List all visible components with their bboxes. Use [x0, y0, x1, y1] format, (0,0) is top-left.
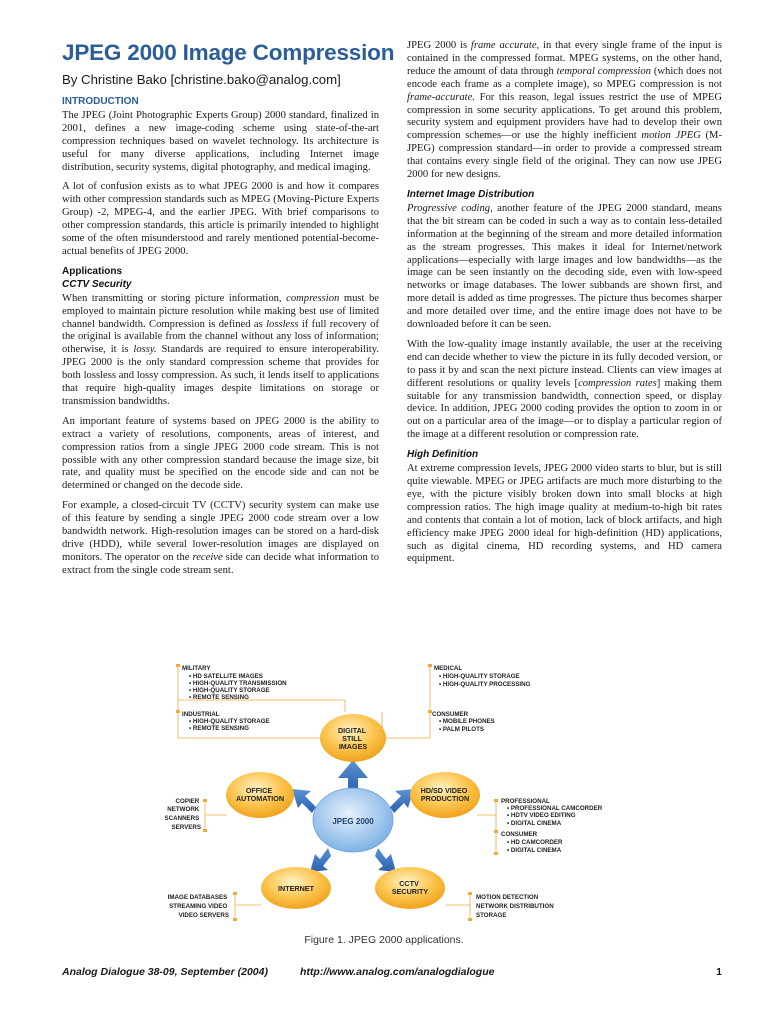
cctv-paragraph-2: An important feature of systems based on JPEG 2000 is the ability to extract a variety of resolutions, components, areas of interest, and compression ratios from a single JPEG 2000 code stream. This is not possible with any other compression standard because the image size, bit rate, and quality must be specified on the encode side and can not be determined or changed on the decode side.: [62, 415, 379, 492]
arrow-up: [338, 760, 368, 792]
text-span: , in that every single frame of the input is contained in the compressed format. MPEG systems, on the other hand, reduce the amount of data through: [407, 40, 722, 77]
label-line: IMAGES: [338, 742, 368, 751]
label-line: HD/SD VIDEO: [420, 786, 468, 795]
industrial-heading: INDUSTRIAL: [182, 711, 220, 718]
label-line: STILL: [342, 734, 362, 743]
term-receive: receive: [192, 551, 223, 563]
term-motion-jpeg: motion JPEG: [641, 130, 701, 142]
label-line: • PROFESSIONAL CAMCORDER: [507, 805, 603, 812]
text-span: For this reason, legal issues restrict the use of MPEG compression in some security applications. To get around this problem, security system and equipment providers have had to develop their own compression schemes—or use the highly inefficient: [407, 91, 722, 142]
consumer-hd-list: [507, 839, 564, 854]
label-line: SCANNERS: [164, 815, 200, 822]
term-compression: compression: [286, 292, 340, 304]
label-line: • HIGH-QUALITY PROCESSING: [439, 681, 531, 688]
hd-paragraph: At extreme compression levels, JPEG 2000 video starts to blur, but is still quite viewable. MPEG or JPEG artifacts are much more disturbing to the eye, with the picture visibly broken down into small blocks at high compression ratios. The high image quality at medium-to-high bit rates and contents that contain a lot of motion, lack of block artifacts, and high efficiency make JPEG 2000 ideal for high-definition (HD) applications, such as digital cinema, HD recording systems, and HD camera equipment.: [407, 463, 722, 565]
label-line: • HIGH-QUALITY TRANSMISSION: [189, 680, 287, 687]
military-heading: MILITARY: [182, 665, 211, 672]
arrow-down-left: [310, 848, 331, 872]
label-line: • HIGH-QUALITY STORAGE: [189, 687, 270, 694]
center-label: JPEG 2000: [332, 817, 374, 826]
arrow-left: [292, 789, 316, 813]
text-span: if full recovery of the original is available from the channel without any loss of information; otherwise, it is: [62, 318, 379, 356]
text-span: When transmitting or storing picture information,: [62, 292, 287, 304]
text-span: ] making them suitable for any transmission bandwidth, connection speed, or display device. In addition, JPEG 2000 coding provides the option to zoom in or out on a particular area of the image—or to display a particular region of the image at a different resolution or compression rate.: [407, 377, 722, 441]
label-line: • MOBILE PHONES: [439, 718, 495, 725]
text-span: (M-JPEG) compression standard—in order to provide a compressed stream that contains every single field of the original. They can now use JPEG 2000 for new designs.: [407, 130, 722, 181]
footer-citation: Analog Dialogue 38-09, September (2004): [62, 966, 268, 978]
text-span: JPEG 2000 is: [407, 40, 471, 51]
cctv-list: [476, 894, 555, 919]
label-line: DIGITAL: [337, 726, 367, 735]
office-list: [165, 798, 201, 831]
label-line: • REMOTE SENSING: [189, 725, 249, 732]
node-digital-label: [338, 726, 368, 751]
consumer-mobile-list: [439, 718, 497, 733]
text-span: (which does not encode each frame as a complete image), so MPEG compression is not: [407, 65, 722, 90]
node-hd-label: [421, 786, 470, 803]
node-internet-label: INTERNET: [278, 884, 314, 893]
professional-list: [507, 805, 604, 827]
label-line: • DIGITAL CINEMA: [507, 820, 562, 827]
consumer-hd-heading: CONSUMER: [501, 831, 538, 838]
text-span: For example, a closed-circuit TV (CCTV) security system can make use of this feature by sending a single JPEG 2000 code stream over a low bandwidth network. High-resolution images can be stored on a hard-disk drive (HDD), while several lower-resolution images are displayed on monitors. The operator on the: [62, 500, 379, 563]
applications-heading: Applications: [62, 265, 123, 277]
label-line: AUTOMATION: [235, 794, 285, 803]
term-lossy: lossy.: [133, 344, 157, 356]
frame-accurate-paragraph: [407, 40, 722, 182]
intro-heading: INTRODUCTION: [62, 96, 139, 107]
label-line: • HIGH-QUALITY STORAGE: [439, 673, 520, 680]
text-span: side can decide what information to extract from the single code stream sent.: [62, 551, 379, 576]
left-column: [62, 96, 379, 578]
military-list: [189, 673, 288, 701]
label-line: CCTV: [399, 879, 419, 888]
internet-paragraph-1: [407, 203, 722, 332]
article-title: JPEG 2000 Image Compression: [62, 40, 395, 65]
cctv-paragraph-3: [62, 500, 379, 577]
byline: By Christine Bako [christine.bako@analog.com]: [62, 72, 341, 87]
label-line: • HDTV VIDEO EDITING: [507, 812, 576, 819]
internet-list: [168, 894, 229, 919]
label-line: NETWORK: [167, 806, 200, 813]
label-line: • REMOTE SENSING: [189, 694, 249, 701]
cctv-heading: CCTV Security: [62, 278, 132, 290]
text-span: must be employed to maintain picture resolution while making best use of limited channel bandwidth. Compression is defined as: [62, 292, 379, 330]
term-frame-accurate-2: frame-accurate.: [407, 91, 475, 103]
label-line: PRODUCTION: [420, 794, 470, 803]
medical-heading: MEDICAL: [434, 665, 463, 672]
label-line: STREAMING VIDEO: [169, 903, 228, 910]
internet-heading: Internet Image Distribution: [407, 188, 535, 200]
term-progressive-coding: Progressive coding: [407, 202, 491, 214]
label-line: SERVERS: [171, 824, 201, 831]
text-span: Standards are required to ensure interoperability. JPEG 2000 is the only standard compression scheme that provides for both lossless and lossy compression. As such, it lends itself to applications that require high-quality images despite limitations on storage or transmission bandwidths.: [62, 344, 379, 407]
internet-paragraph-2: [407, 339, 722, 442]
professional-heading: PROFESSIONAL: [501, 798, 550, 805]
consumer-mobile-heading: CONSUMER: [432, 711, 469, 718]
label-line: MOTION DETECTION: [476, 894, 539, 901]
label-line: OFFICE: [245, 786, 273, 795]
arrow-down-right: [375, 848, 396, 872]
label-line: IMAGE DATABASES: [167, 894, 228, 901]
label-line: COPIER: [175, 798, 200, 805]
label-line: • HD CAMCORDER: [507, 839, 563, 846]
hd-heading: High Definition: [407, 449, 479, 461]
term-temporal-compression: temporal compression: [556, 65, 651, 77]
label-line: STORAGE: [476, 912, 507, 919]
figure-caption: Figure 1. JPEG 2000 applications.: [304, 934, 464, 946]
footer-url-link[interactable]: http://www.analog.com/analogdialogue: [300, 966, 495, 978]
intro-paragraph-2: A lot of confusion exists as to what JPEG 2000 is and how it compares with other compression standards such as MPEG (Moving-Picture Experts Group) -2, MPEG-4, and the earlier JPEG. With brief comparisons to other compression standards, this article is primarily intended to highlight some of the often misunderstood and rarely mentioned potential-become-actual benefits of JPEG 2000.: [62, 181, 379, 257]
jpeg2000-applications-diagram: [150, 658, 630, 933]
medical-list: [439, 673, 531, 688]
label-line: SECURITY: [391, 887, 429, 896]
cctv-paragraph-1: [62, 293, 379, 409]
industrial-list: [189, 718, 271, 732]
label-line: • DIGITAL CINEMA: [507, 847, 562, 854]
intro-paragraph-1: The JPEG (Joint Photographic Experts Group) 2000 standard, finalized in 2001, defines a new image-coding scheme using state-of-the-art compression techniques based on wavelet technology. Its architecture is useful for many diverse applications, including Internet image distribution, security systems, digital photography, and medical imaging.: [62, 109, 379, 173]
term-frame-accurate: frame accurate: [470, 40, 537, 51]
term-lossless: lossless: [266, 318, 299, 330]
right-column: [407, 40, 722, 566]
label-line: • HIGH-QUALITY STORAGE: [189, 718, 270, 725]
text-span: With the low-quality image instantly available, the user at the receiving end can decide whether to view the picture in its fully decoded version, or to pass it by and scan the next picture instead. Clients can view images at different resolutions or quality levels [: [407, 338, 722, 389]
label-line: • PALM PILOTS: [439, 726, 485, 733]
term-compression-rates: compression rates: [578, 377, 657, 389]
page-number: 1: [716, 966, 722, 978]
label-line: VIDEO SERVERS: [178, 912, 229, 919]
label-line: NETWORK DISTRIBUTION: [476, 903, 554, 910]
label-line: • HD SATELLITE IMAGES: [189, 673, 263, 680]
text-span: , another feature of the JPEG 2000 standard, means that the bit stream can be coded in such a way as to contain less-detailed information at the beginning of the stream and more detailed information as the stream progresses. This makes it ideal for Internet/network applications—especially with large images and low bandwidths—as the image can be seen instantly on the decoding side, even with low-speed networks or image databases. The lower subbands are shown first, and more detail is added as time progresses. The picture thus becomes sharper and more detailed over time, and the entire image does not have to be downloaded before it can be seen.: [407, 202, 722, 331]
